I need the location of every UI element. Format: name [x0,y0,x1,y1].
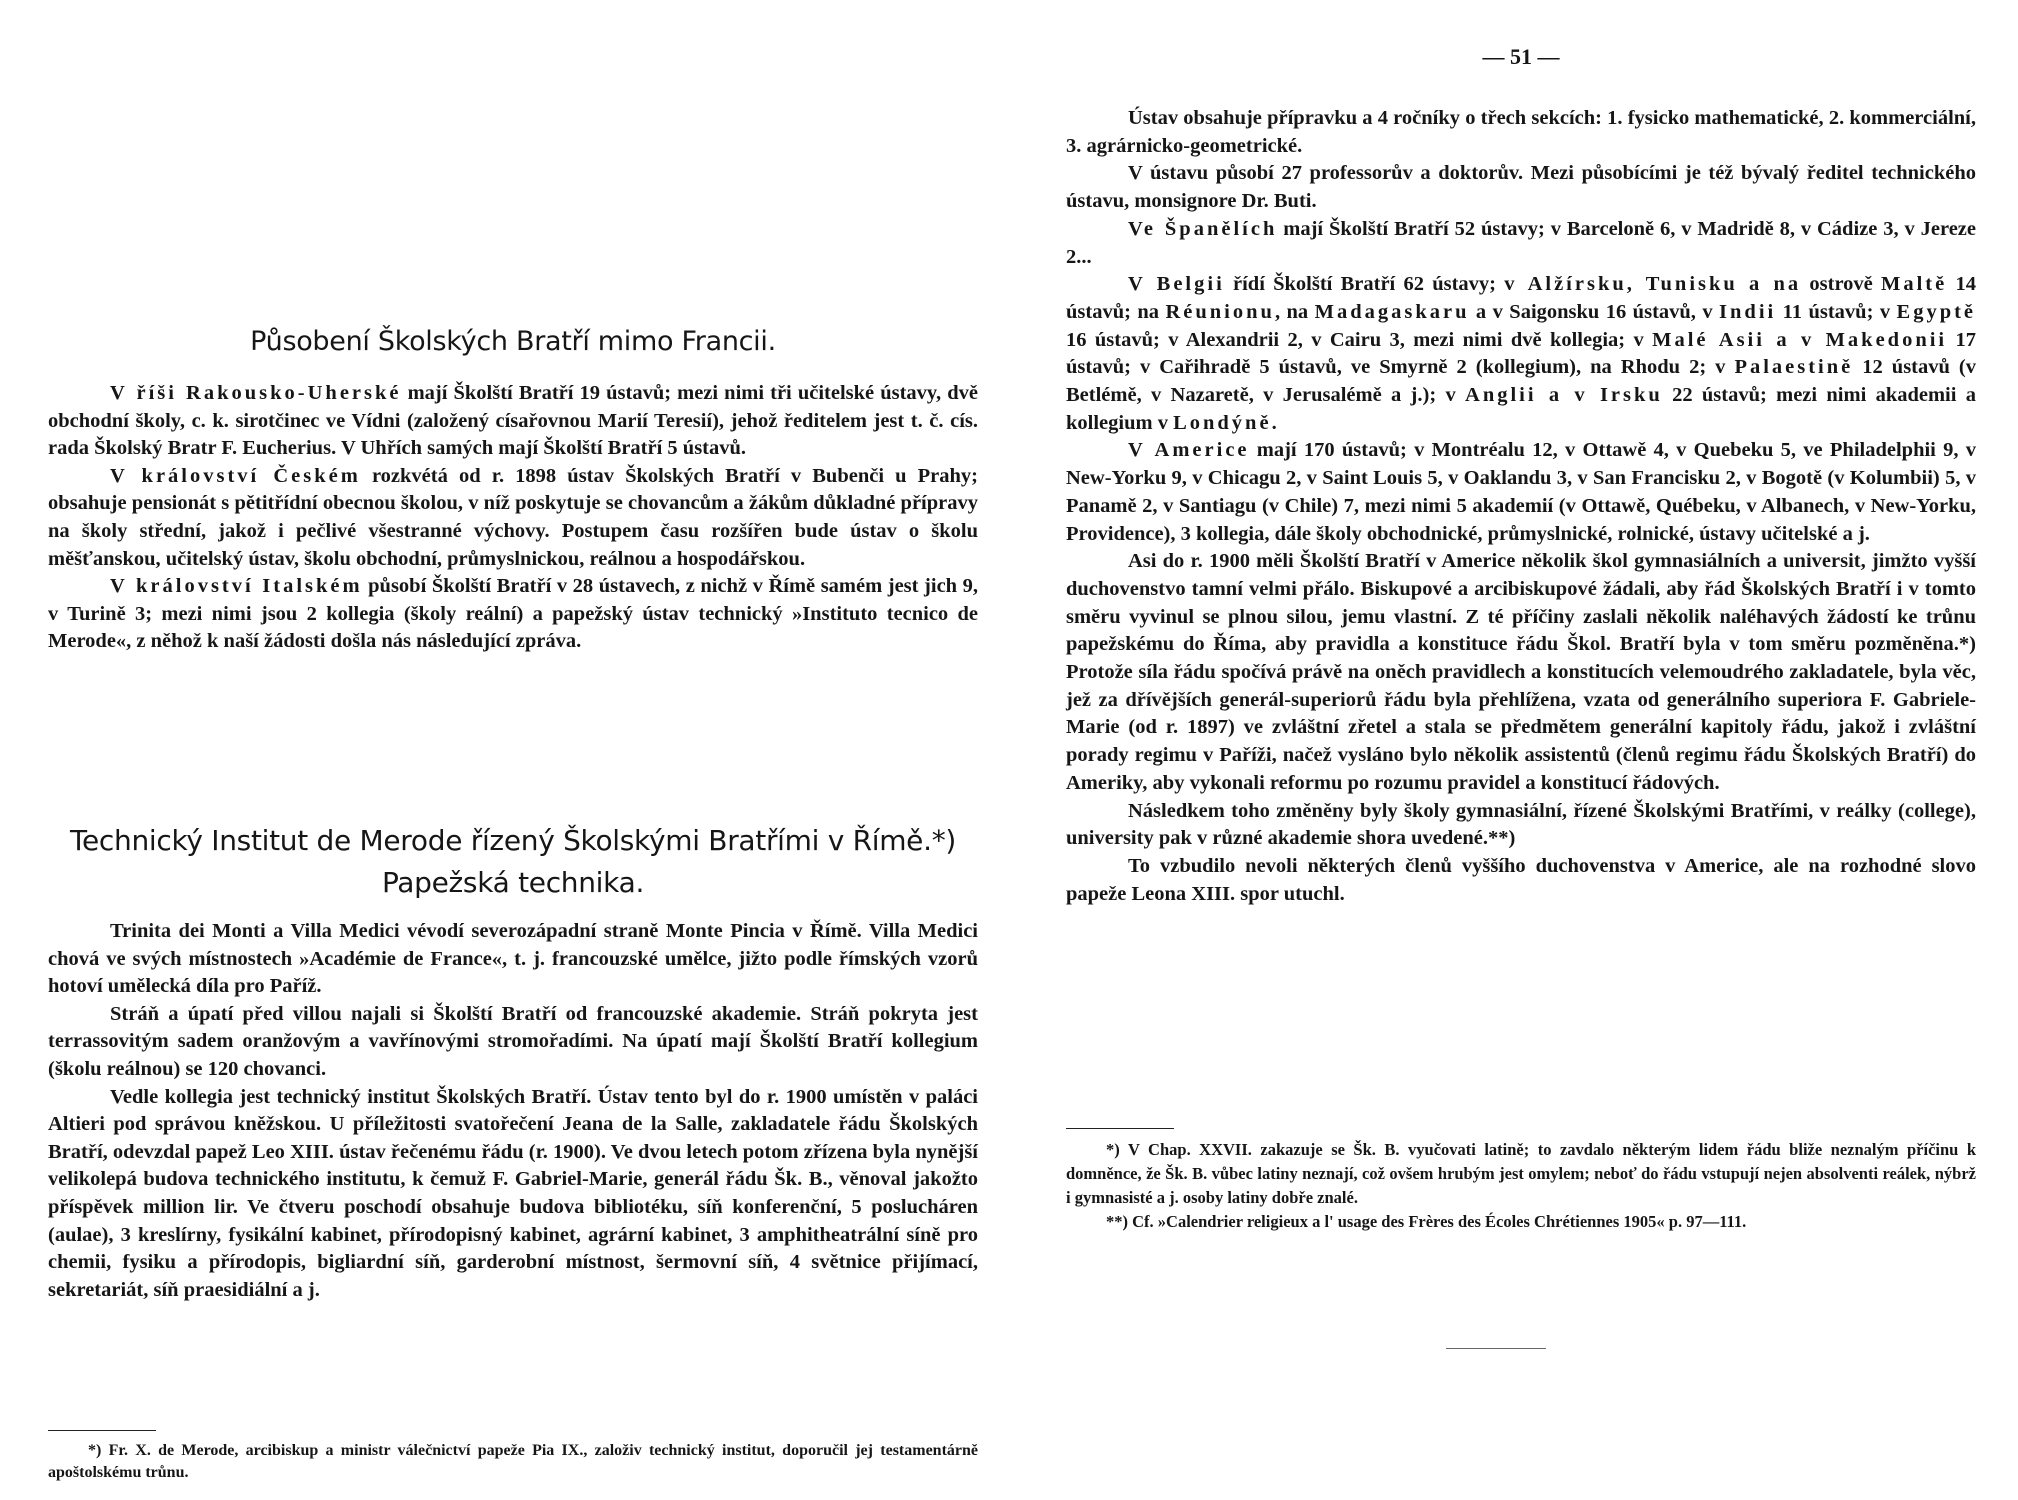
paragraph-text: . [1271,411,1277,434]
footnote: *) Fr. X. de Merode, arcibiskup a ministr válečnictví papeže Pia IX., založiv technický institut, doporučil jej testamentárně apoštolskému trůnu. [48,1442,978,1481]
spaced-term: V Belgii [1128,273,1225,296]
spaced-term: Ve Španělích [1128,217,1278,240]
spaced-term: V říši Rakousko-Uherské [110,382,402,404]
spaced-term: Madagaskaru [1314,300,1470,323]
paragraph-kollegium: Vedle kollegia jest technický institut Školských Bratří. Ústav tento byl do r. 1900 umístěn v paláci Altieri pod správou kněžskou. U příležitosti svatořečení Jeana de la Salle, zakladatele řádu Školských Bratří, odevzdal papež Leo XIII. ústav řečenému řádu (r. 1900). Ve dvou letech potom zřízena byla nynější velikolepá budova technického institutu, k čemuž F. Gabriel-Marie, generál řádu Šk. B., věnoval jakožto příspěvek million lir. Ve čtveru poschodí obsahuje budova bibliotéku, síň konferenční, 5 poslucháren (aulae), 3 kreslírny, fysikální kabinet, přírodopisný kabinet, agrární kabinet, 3 amphitheatrální síně pro chemii, fysiku a přírodopis, bigliardní síň, garderobní místnost, šermovní síň, 4 světnice přijímací, sekretariát, síň praesidiální a j. [48,1085,978,1301]
paragraph-text: 16 ústavů; v Alexandrii 2, v Cairu 3, mezi nimi dvě kollegia; v [1066,328,1653,351]
paragraph-text: řídí Školští Bratří 62 ústavy; [1224,273,1505,296]
spaced-term: Maltě [1881,273,1948,296]
paragraph-text: 14 ústavů; na [1066,273,1976,323]
paragraph-text: působí Školští Bratří v 28 ústavech, z nichž v Římě samém jest jich 9, v Turině 3; mezi nimi jsou 2 kollegia (školy reální) a papežský ústav technický »Instituto tecnico de Merode«, z něhož k naší žádosti došla nás následující zpráva. [48,575,979,653]
footnote-rule [1066,1128,1174,1129]
paragraph-nasledek: Následkem toho změněny byly školy gymnasiální, řízené Školskými Bratřími, v reálky (college), university pak v různé akademie shora uvedené.**) [1066,799,1976,850]
footnotes [48,1440,978,1484]
paragraph-spor: To vzbudilo nevoli některých členů vyššího duchovenstva v Americe, ale na rozhodné slovo papeže Leona XIII. spor utuchl. [1066,854,1976,905]
paragraph-text: 17 ústavů; v Cařihradě 5 ústavů, ve Smyrně 2 (kollegium), na Rhodu 2; v [1066,328,1977,379]
paragraph-reforma: Asi do r. 1900 měli Školští Bratří v Americe několik škol gymnasiálních a universit, jimžto vyšší duchovenstvo tamní velmi přálo. Biskupové a arcibiskupové žádali, aby řád Školských Bratří i v tomto směru vyvinul se plnou silou, jemu vlastní. Z té příčiny zaslali několik naléhavých žádostí ke trůnu papežskému do Říma, aby pravidla a konstituce řádu Škol. Bratří byla v tom směru pozměněna.*) Protože síla řádu spočívá právě na oněch pravidlech a konstitucích velemoudrého zakladatele, byla věc, jež za dřívějších generál-superiorů řádu byla přehlížena, vzata od generálního superiora F. Gabriele-Marie (od r. 1897) ve zvláštní zřetel a stala se předmětem generální kapitoly řádu, jakož i zvláštní porady regimu v Paříži, načež vysláno bylo několik assistentů (členů regimu řádu Školských Bratří) do Ameriky, aby vykonali reformu po rozumu pravidel a konstitucí řádových. [1066,550,1976,794]
spaced-term: Réunionu [1165,300,1275,323]
spaced-term: v Alžírsku, Tunisku a na [1504,273,1802,296]
spaced-term: Londýně [1173,411,1272,434]
section-body-merode [48,918,978,1304]
spaced-term: Egyptě [1896,300,1977,323]
paragraph-italie [48,573,978,656]
spaced-term: Malé Asii a v Makedonii [1652,328,1948,351]
section-heading-merode [48,820,978,904]
paragraph-stran: Stráň a úpatí před villou najali si Školští Bratří od francouzské akademie. Stráň pokryta jest terrassovitým sadem oranžovým a vavřínovými stromořadími. Na úpatí mají Školští Bratří kollegium (školu reálnou) se 120 chovanci. [48,1002,978,1080]
paragraph-text: mají Školští Bratří 19 ústavů; mezi nimi tři učitelské ústavy, dvě obchodní školy, c. k. sirotčinec ve Vídni (založený císařovnou Marií Teresií), jehož ředitelem jest t. č. cís. rada Školský Bratr F. Eucherius. V Uhřích samých mají Školští Bratří 5 ústavů. [48,382,978,460]
footnotes [1066,1138,1976,1234]
spaced-term: V Americe [1128,439,1250,462]
paragraph-text: 12 ústavů (v Betlémě, v Nazaretě, v Jerusalémě a j.); v [1066,356,1976,407]
spaced-term: V království Českém [110,464,361,487]
paragraph-trinita: Trinita dei Monti a Villa Medici vévodí severozápadní straně Monte Pincia v Římě. Villa Medici chová ve svých místnostech »Académie de France«, t. j. francouzské umělce, jižto podle římských vzorů hotoví umělecká díla pro Paříž. [48,920,978,998]
spaced-term: Palaestině [1734,356,1854,379]
paragraph-text: 11 ústavů; v [1776,300,1897,323]
heading-line-1: Technický Institut de Merode řízený Školskými Bratřími v Římě.*) [69,824,957,857]
section-body-mimo-francii [48,380,978,656]
paragraph-text: mají Školští Bratří 52 ústavy; v Barceloně 6, v Madridě 8, v Cádize 3, v Jereze 2... [1066,217,1976,268]
paragraph-text: mají 170 ústavů; v Montréalu 12, v Ottawě 4, v Quebeku 5, ve Philadelphii 9, v New-Yorku 9, v Chicagu 2, v Saint Louis 5, v Oaklandu 3, v San Francisku 2, v Bogotě (v Kolumbii) 5, v Panamě 2, v Santiagu (v Chile) 7, mezi nimi 5 akademií (v Ottawě, Québeku, v Albanech, v New-Yorku, Providence), 3 kollegia, dále školy obchodnické, průmyslnické, rolnické, ústavy učitelské a j. [1066,439,1976,545]
paragraph-rakousko [48,380,978,463]
paragraph-text: rozkvétá od r. 1898 ústav Školských Bratří v Bubenči u Prahy; obsahuje pensionát s pětitřídní obecnou školou, v níž poskytuje se chovancům a žákům důkladné přípravy na školy střední, jakož i pečlivé všestranné výchovy. Postupem času rozšířen bude ústav o školu měšťanskou, učitelský ústav, školu obchodní, průmyslnickou, reálnou a hospodářskou. [48,464,978,570]
paragraph-text: , na [1274,300,1315,323]
spaced-term: Indii [1719,300,1777,323]
footnote-1: *) V Chap. XXVII. zakazuje se Šk. B. vyučovati latině; to zavdalo některým lidem řádu bliže neznalým příčinu k domněnce, že Šk. B. vůbec latiny neznají, což ovšem hrubým jest omylem; neboť do řádu vstupují nejen absolventi reálek, nýbrž i gymnasisté a j. osoby latiny dobře znalé. [1066,1140,1976,1207]
paragraph-belgie [1066,271,1976,437]
paragraph-amerika [1066,437,1976,548]
footnote-rule [48,1430,156,1431]
paragraph-professori: V ústavu působí 27 professorův a doktorův. Mezi působícími je též bývalý ředitel technického ústavu, monsignore Dr. Buti. [1066,162,1976,213]
paragraph-spanely [1066,216,1976,271]
heading-line-2: Papežská technika. [381,866,645,899]
page-number: — 51 — [1482,44,1560,69]
paragraph-priprava: Ústav obsahuje přípravku a 4 ročníky o třech sekcích: 1. fysicko mathematické, 2. kommerciální, 3. agrárnicko-geometrické. [1066,107,1976,157]
spaced-term: V království Italském [110,575,363,598]
section-heading-francie: Působení Školských Bratří mimo Francii. [250,326,776,357]
footnote-2: **) Cf. »Calendrier religieux a l' usage des Frères des Écoles Chrétiennes 1905« p. 97—111. [1106,1212,1747,1231]
paragraph-text: ostrově [1801,273,1882,296]
paragraph-cechy [48,463,978,573]
end-rule [1446,1348,1546,1349]
right-page-body [1066,105,1976,908]
paragraph-text: a v Saigonsku 16 ústavů, v [1469,300,1720,323]
paragraph-text: 22 ústavů; mezi nimi akademii a kollegium v [1066,384,1976,434]
spaced-term: Anglii a v Irsku [1465,384,1663,407]
